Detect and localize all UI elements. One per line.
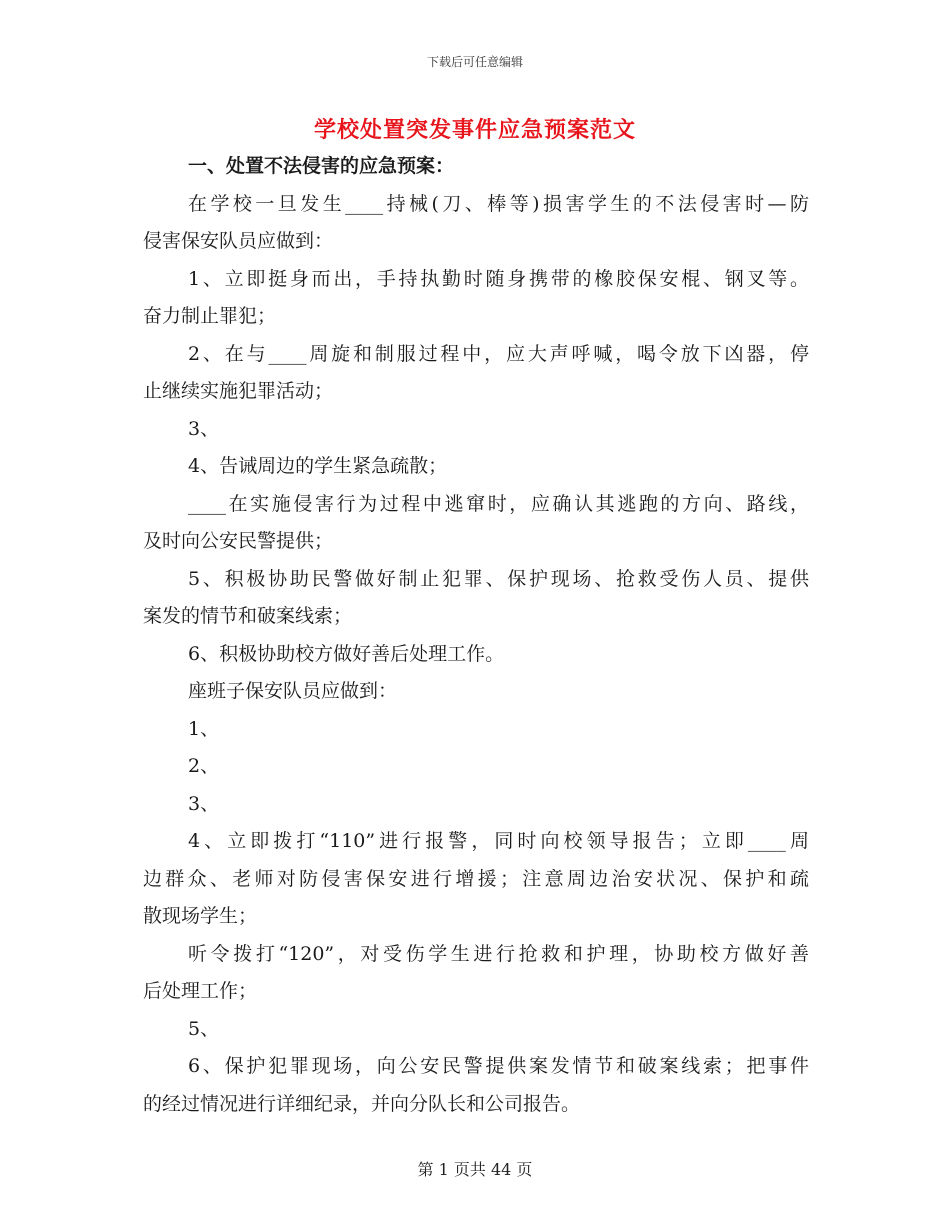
paragraph-line: 听令拨打“120”，对受伤学生进行抢救和护理，协助校方做好善 [188, 942, 809, 965]
list-item-line: 1、立即挺身而出，手持执勤时随身携带的橡胶保安棍、钢叉等。 [188, 267, 809, 290]
list-item-line: 1、 [188, 717, 220, 740]
list-item-line: 3、 [188, 792, 220, 815]
paragraph-line: ____在实施侵害行为过程中逃窜时，应确认其逃跑的方向、路线， [188, 492, 809, 515]
paragraph-line: 座班子保安队员应做到： [188, 680, 398, 702]
document-body [143, 148, 809, 1123]
paragraph-line: 后处理工作； [143, 980, 258, 1002]
list-item-line: 4、立即拨打“110”进行报警，同时向校领导报告；立即____周 [188, 830, 809, 852]
page-header: 下载后可任意编辑 [426, 55, 523, 69]
list-item-line: 5、 [188, 1017, 220, 1040]
paragraph-line: 案发的情节和破案线索； [143, 605, 353, 627]
list-item-line: 4、告诫周边的学生紧急疏散； [188, 455, 448, 477]
list-item-line: 6、保护犯罪现场，向公安民警提供案发情节和破案线索；把事件 [188, 1055, 809, 1077]
list-item-line: 5、积极协助民警做好制止犯罪、保护现场、抢救受伤人员、提供 [188, 567, 809, 590]
document-title: 学校处置突发事件应急预案范文 [313, 117, 636, 143]
paragraph-line: 及时向公安民警提供； [143, 530, 334, 552]
paragraph-line: 边群众、老师对防侵害保安进行增援；注意周边治安状况、保护和疏 [143, 867, 809, 890]
paragraph-line: 散现场学生； [143, 905, 258, 927]
list-item-line: 3、 [188, 417, 220, 440]
list-item-line: 2、 [188, 755, 220, 777]
section-heading: 一、处置不法侵害的应急预案： [188, 155, 455, 177]
paragraph-line: 奋力制止罪犯； [143, 305, 277, 327]
paragraph-line: 在学校一旦发生____持械(刀、棒等)损害学生的不法侵害时—防 [188, 192, 809, 215]
paragraph-line: 的经过情况进行详细纪录，并向分队长和公司报告。 [143, 1092, 581, 1115]
list-item-line: 6、积极协助校方做好善后处理工作。 [188, 642, 505, 665]
page-footer: 第 1 页共 44 页 [417, 1160, 533, 1179]
paragraph-line: 侵害保安队员应做到： [143, 230, 334, 252]
paragraph-line: 止继续实施犯罪活动； [143, 380, 334, 402]
list-item-line: 2、在与____周旋和制服过程中，应大声呼喊，喝令放下凶器，停 [188, 342, 809, 365]
